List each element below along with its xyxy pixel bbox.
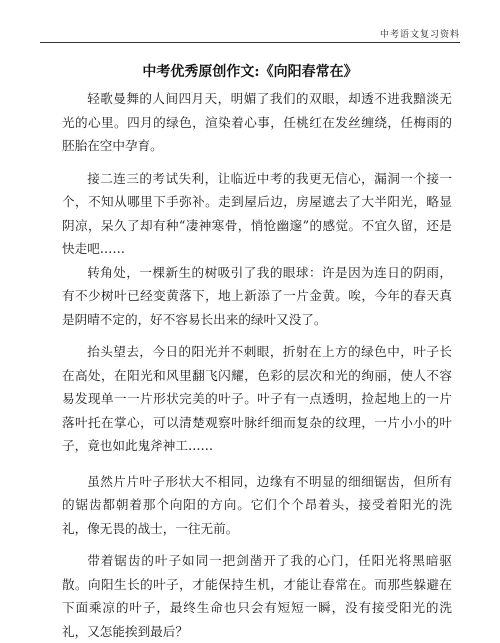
paragraph-4: 抬头望去，今日的阳光并不刺眼，折射在上方的绿色中，叶子长在高处，在阳光和风里翻飞闪耀，色彩的层次和光的绚丽，使人不容易发现单一一片形状完美的叶子。叶子有一点透明，捡起地上的一片落叶托在掌心，可以清楚观察叶脉纤细而复杂的纹理，一片小小的叶子，竟也如此鬼斧神工…… [62,344,452,453]
page-header [40,0,460,43]
paragraph-1: 轻歌曼舞的人间四月天，明媚了我们的双眼，却透不进我黯淡无光的心里。四月的绿色，渲染着心事，任桃红在发丝缠绕，任梅雨的胚胎在空中孕育。 [62,91,452,153]
paragraph-2: 接二连三的考试失利，让临近中考的我更无信心，漏洞一个接一个，不知从哪里下手弥补。走到屋后边，房屋遮去了大半阳光，略显阴凉，呆久了却有种“凄神寒骨，悄怆幽邃”的感觉。不宜久留，还是快走吧…… [62,170,452,256]
paragraph-5: 虽然片片叶子形状大不相同，边缘有不明显的细细锯齿，但所有的锯齿都朝着那个向阳的方向。它们个个昂着头，接受着阳光的洗礼，像无畏的战士，一往无前。 [62,473,452,536]
paragraph-6: 带着锯齿的叶子如同一把剑凿开了我的心门，任阳光将黑暗驱散。向阳生长的叶子，才能保持生机，才能让春常在。而那些躲避在下面乘凉的叶子，最终生命也只会有短短一瞬，没有接受阳光的洗礼，又怎能挨到最后？ [62,553,452,639]
article-title: 中考优秀原创作文:《向阳春常在》 [142,64,358,80]
article-body [62,87,452,643]
header-text: 中考语文复习资料 [379,30,460,40]
paragraph-3: 转角处，一棵新生的树吸引了我的眼球：许是因为连日的阴雨，有不少树叶已经变黄落下，地上新添了一片金黄。唉，今年的春天真是阴晴不定的，好不容易长出来的绿叶又没了。 [62,264,452,327]
